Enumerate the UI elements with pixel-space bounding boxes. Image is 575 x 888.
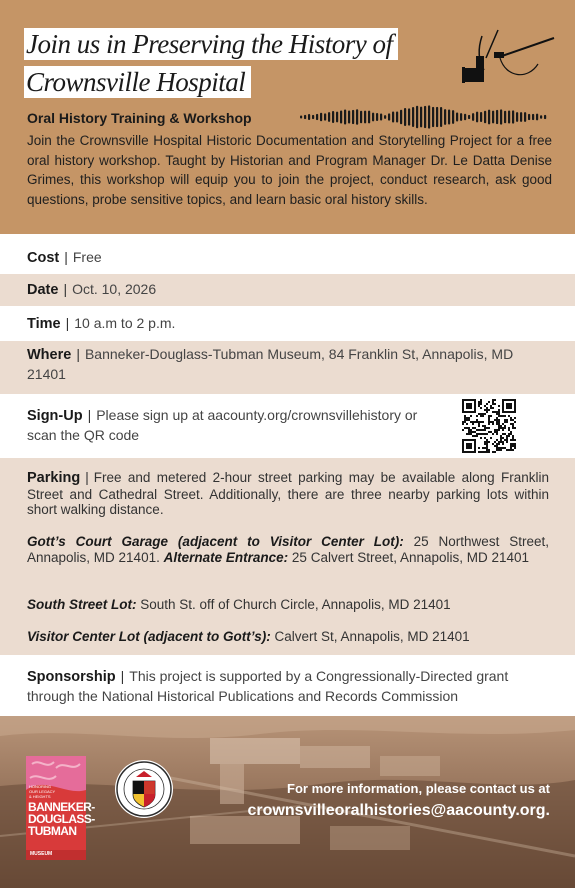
- separator: |: [120, 668, 125, 684]
- museum-name-1: BANNEKER-: [28, 800, 95, 814]
- county-seal: [114, 759, 174, 819]
- where-row: [0, 341, 575, 394]
- separator: |: [63, 281, 68, 297]
- museum-name-3: TUBMAN: [28, 824, 77, 838]
- visitor-label: Visitor Center Lot (adjacent to Gott’s):: [27, 629, 271, 644]
- museum-tagline-3: & HEIGHTS: [29, 794, 51, 799]
- sponsorship-row: [0, 655, 575, 716]
- sponsorship-text: This project is supported by a Congressionally-Directed grant through the National Historical Publications and Records Commission: [27, 668, 509, 704]
- separator: |: [64, 249, 68, 265]
- sponsorship-label: Sponsorship: [27, 669, 116, 685]
- microphone-icon: [458, 28, 558, 86]
- museum-tagline-1: HONORING: [29, 784, 51, 789]
- where-label: Where: [27, 347, 72, 363]
- signup-label: Sign-Up: [27, 408, 83, 424]
- gotts-label: Gott’s Court Garage (adjacent to Visitor Center Lot):: [27, 534, 404, 549]
- separator: |: [65, 315, 70, 331]
- qr-code[interactable]: [462, 399, 516, 453]
- separator: |: [85, 470, 89, 485]
- footer-section: [0, 716, 575, 888]
- museum-word: MUSEUM: [30, 851, 53, 857]
- museum-logo: [26, 756, 95, 860]
- title-line-1: Join us in Preserving the History of: [24, 28, 398, 60]
- time-row: [0, 306, 575, 341]
- parking-intro: [27, 470, 549, 518]
- contact-line: For more information, please contact us at: [287, 781, 550, 796]
- museum-tagline-2: OUR LEGACY: [29, 789, 56, 794]
- cost-label: Cost: [27, 250, 60, 266]
- header-section: [0, 0, 575, 234]
- parking-section: [0, 458, 575, 655]
- parking-label: Parking: [27, 470, 81, 486]
- alternate-text: 25 Calvert Street, Annapolis, MD 21401: [291, 549, 530, 565]
- contact-email[interactable]: crownsvilleoralhistories@aacounty.org.: [247, 802, 550, 819]
- separator: |: [87, 407, 92, 423]
- where-value: Banneker-Douglass-Tubman Museum, 84 Franklin St, Annapolis, MD 21401: [27, 346, 514, 382]
- soundwave-icon: [300, 104, 550, 130]
- cost-row: [0, 234, 575, 274]
- parking-text: Free and metered 2-hour street parking may be available along Franklin Street and Cathedral Street. Additionally, there are three nearby parking lots within short walking distance.: [27, 470, 549, 517]
- south-street-lot: [27, 597, 549, 613]
- date-label: Date: [27, 282, 59, 298]
- date-row: [0, 274, 575, 306]
- cost-value: Free: [72, 249, 102, 265]
- workshop-subtitle: Oral History Training & Workshop: [27, 110, 252, 126]
- visitor-text: Calvert St, Annapolis, MD 21401: [274, 629, 470, 644]
- gotts-text: 25 Northwest Street, Annapolis, MD 21401.: [27, 534, 549, 565]
- title-line-2: Crownsville Hospital: [24, 66, 251, 98]
- time-label: Time: [27, 316, 61, 332]
- south-label: South Street Lot:: [27, 597, 137, 612]
- gotts-garage: [27, 534, 549, 565]
- south-text: South St. off of Church Circle, Annapolis, MD 21401: [140, 597, 451, 612]
- visitor-center-lot: [27, 629, 549, 645]
- alternate-label: Alternate Entrance:: [163, 549, 289, 565]
- time-value: 10 a.m to 2 p.m.: [74, 315, 176, 331]
- date-value: Oct. 10, 2026: [72, 281, 157, 297]
- separator: |: [76, 346, 80, 362]
- museum-name-2: DOUGLASS-: [28, 812, 95, 826]
- intro-paragraph: Join the Crownsville Hospital Historic Documentation and Storytelling Project for a free oral history workshop. Taught by Historian and Program Manager Dr. Le Datta Denise Grimes, this workshop will equip you to join the project, conduct research, ask good questions, probe sensitive topics, and learn basic oral history skills.: [27, 133, 552, 207]
- contact-block: [248, 780, 551, 824]
- signup-value[interactable]: Please sign up at aacounty.org/crownsvillehistory or scan the QR code: [27, 407, 418, 443]
